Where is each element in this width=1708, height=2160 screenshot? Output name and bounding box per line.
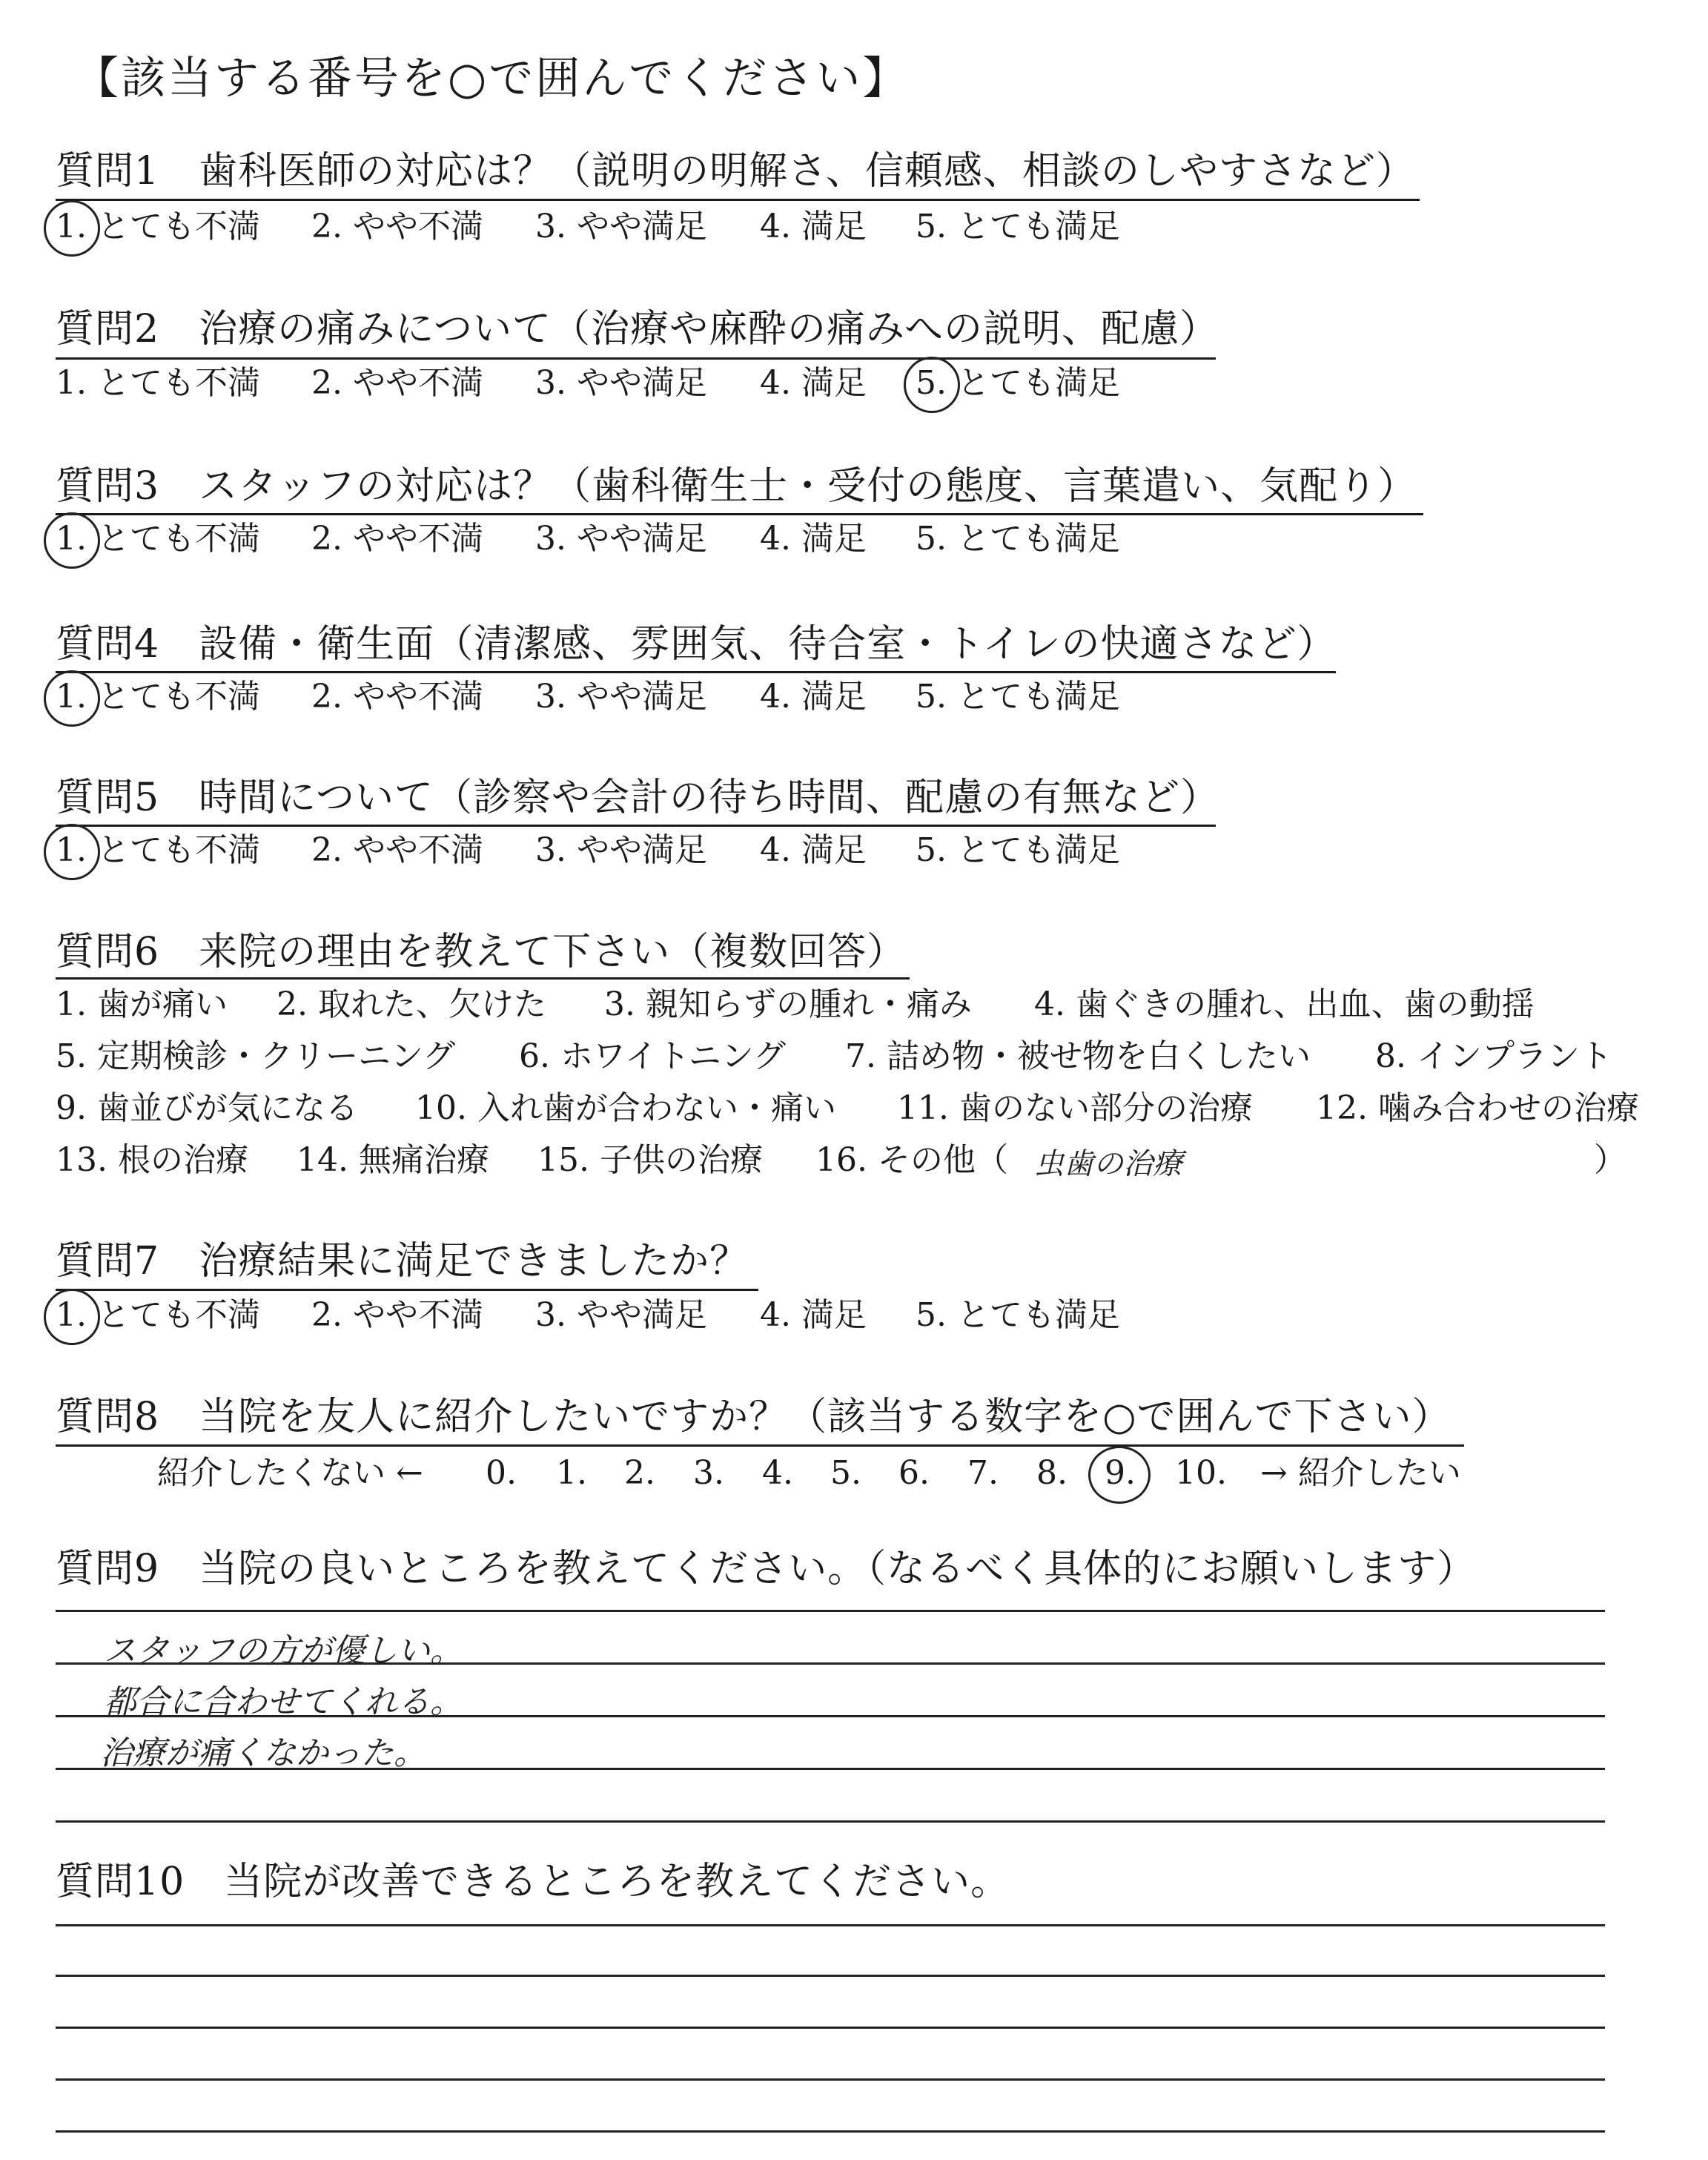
underline	[56, 1444, 1464, 1447]
answer-option-1: 1. とても不満	[56, 520, 260, 558]
reason-option-other: 16. その他（	[815, 1141, 1008, 1179]
reason-option: 15. 子供の治療	[537, 1141, 763, 1179]
selection-circle	[1088, 1446, 1151, 1504]
answer-option-3: 3. やや満足	[535, 1296, 707, 1334]
answer-option-4: 4. 満足	[760, 208, 867, 245]
recommend-left-label: 紹介したくない ←	[157, 1454, 423, 1492]
question-7-label: 質問7 治療結果に満足できましたか？	[56, 1239, 749, 1284]
selection-circle	[44, 1289, 100, 1345]
answer-option-4: 4. 満足	[760, 831, 867, 869]
handwritten-answer: スタッフの方が優しい。	[104, 1632, 463, 1670]
answer-option-4: 4. 満足	[760, 678, 867, 716]
answer-option-2: 2. やや不満	[311, 678, 483, 716]
answer-option-2: 2. やや不満	[311, 1296, 483, 1334]
answer-option-5: 5. とても満足	[916, 364, 1120, 402]
question-1-label: 質問1 歯科医師の対応は？（説明の明解さ、信頼感、相談のしやすさなど）	[56, 149, 1416, 194]
answer-option-1: 1. とても不満	[56, 831, 260, 869]
answer-line	[56, 1820, 1605, 1823]
selection-circle	[44, 824, 100, 880]
reason-option: 12. 噛み合わせの治療	[1316, 1089, 1639, 1127]
answer-option-2: 2. やや不満	[311, 520, 483, 558]
reason-option: 4. 歯ぐきの腫れ、出血、歯の動揺	[1034, 985, 1535, 1023]
answer-option-5: 5. とても満足	[916, 831, 1120, 869]
question-10-label: 質問10 当院が改善できるところを教えてください。	[56, 1860, 1010, 1904]
answer-option-4: 4. 満足	[760, 364, 867, 402]
question-2-label: 質問2 治療の痛みについて（治療や麻酔の痛みへの説明、配慮）	[56, 307, 1219, 351]
recommend-number: 6.	[898, 1454, 930, 1492]
question-8-label: 質問8 当院を友人に紹介したいですか？（該当する数字を○で囲んで下さい）	[56, 1395, 1452, 1439]
reason-option: 8. インプラント	[1375, 1037, 1612, 1075]
answer-line	[56, 2027, 1605, 2029]
underline	[56, 513, 1423, 515]
answer-option-1: 1. とても不満	[56, 208, 260, 245]
recommend-number: 1.	[556, 1454, 587, 1492]
answer-option-1: 1. とても不満	[56, 678, 260, 716]
answer-line	[56, 1924, 1605, 1926]
question-5-label: 質問5 時間について（診察や会計の待ち時間、配慮の有無など）	[56, 776, 1220, 820]
answer-option-3: 3. やや満足	[535, 208, 707, 245]
reason-option: 10. 入れ歯が合わない・痛い	[415, 1089, 836, 1127]
answer-option-2: 2. やや不満	[311, 208, 483, 245]
reason-option: 11. 歯のない部分の治療	[897, 1089, 1253, 1127]
recommend-number: 2.	[624, 1454, 655, 1492]
recommend-number: 9.	[1105, 1454, 1136, 1492]
recommend-number: 4.	[762, 1454, 793, 1492]
question-4-label: 質問4 設備・衛生面（清潔感、雰囲気、待合室・トイレの快適さなど）	[56, 622, 1337, 667]
reason-option: 7. 詰め物・被せ物を白くしたい	[845, 1037, 1311, 1075]
recommend-number: 7.	[967, 1454, 999, 1492]
reason-option: 9. 歯並びが気になる	[56, 1089, 358, 1127]
selection-circle	[44, 200, 100, 257]
reason-other-close: ）	[1594, 1141, 1626, 1179]
underline	[56, 671, 1336, 673]
underline	[56, 977, 910, 980]
recommend-right-label: → 紹介したい	[1260, 1454, 1461, 1492]
answer-line	[56, 2078, 1605, 2081]
recommend-number: 0.	[486, 1454, 517, 1492]
answer-option-5: 5. とても満足	[916, 208, 1120, 245]
question-6-label: 質問6 来院の理由を教えて下さい（複数回答）	[56, 930, 907, 974]
reason-option: 5. 定期検診・クリーニング	[56, 1037, 456, 1075]
selection-circle	[904, 357, 960, 413]
selection-circle	[44, 670, 100, 727]
answer-option-3: 3. やや満足	[535, 364, 707, 402]
answer-option-5: 5. とても満足	[916, 520, 1120, 558]
recommend-number: 5.	[830, 1454, 861, 1492]
underline	[56, 825, 1216, 827]
answer-option-1: 1. とても不満	[56, 1296, 260, 1334]
reason-option: 3. 親知らずの腫れ・痛み	[604, 985, 972, 1023]
answer-option-5: 5. とても満足	[916, 678, 1120, 716]
recommend-number: 10.	[1175, 1454, 1227, 1492]
underline	[56, 199, 1420, 201]
underline	[56, 357, 1216, 360]
answer-option-4: 4. 満足	[760, 1296, 867, 1334]
question-9-label: 質問9 当院の良いところを教えてください。（なるべく具体的にお願いします）	[56, 1547, 1477, 1591]
answer-line	[56, 2130, 1605, 2133]
answer-option-3: 3. やや満足	[535, 831, 707, 869]
underline	[56, 1289, 758, 1291]
answer-option-1: 1. とても不満	[56, 364, 260, 402]
reason-option: 1. 歯が痛い	[56, 985, 228, 1023]
instruction-heading: 【該当する番号を○で囲んでください】	[74, 53, 910, 105]
recommend-number: 3.	[693, 1454, 724, 1492]
handwritten-answer: 都合に合わせてくれる。	[104, 1683, 463, 1721]
answer-option-2: 2. やや不満	[311, 364, 483, 402]
answer-option-4: 4. 満足	[760, 520, 867, 558]
reason-option: 6. ホワイトニング	[519, 1037, 787, 1075]
answer-option-3: 3. やや満足	[535, 520, 707, 558]
recommend-number: 8.	[1036, 1454, 1068, 1492]
reason-option: 13. 根の治療	[56, 1141, 248, 1179]
answer-option-2: 2. やや不満	[311, 831, 483, 869]
handwritten-answer: 治療が痛くなかった。	[100, 1734, 426, 1772]
question-3-label: 質問3 スタッフの対応は？（歯科衛生士・受付の態度、言葉遣い、気配り）	[56, 464, 1417, 509]
answer-line	[56, 1975, 1605, 1977]
reason-option: 2. 取れた、欠けた	[277, 985, 546, 1023]
selection-circle	[44, 512, 100, 569]
handwritten-other-reason: 虫歯の治療	[1034, 1147, 1182, 1181]
answer-option-3: 3. やや満足	[535, 678, 707, 716]
answer-option-5: 5. とても満足	[916, 1296, 1120, 1334]
answer-line	[56, 1610, 1605, 1612]
reason-option: 14. 無痛治療	[297, 1141, 489, 1179]
